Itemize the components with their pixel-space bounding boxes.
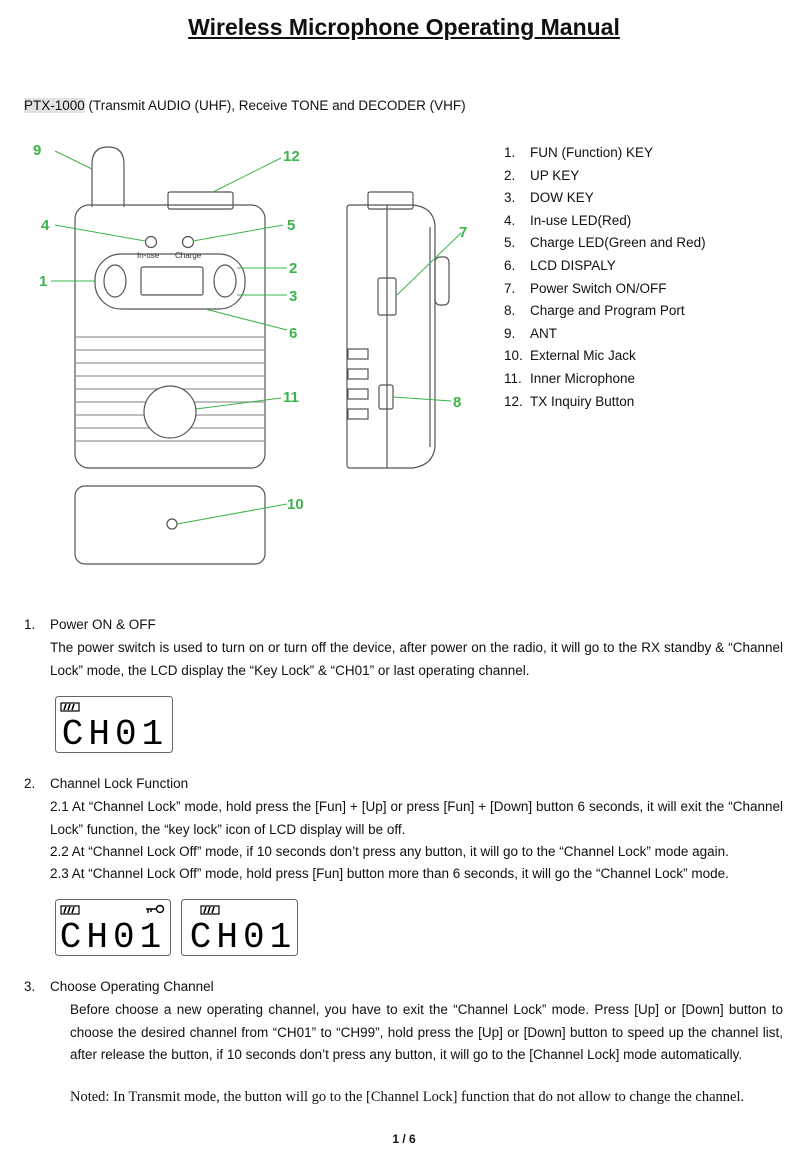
list-item: 2. UP KEY	[504, 167, 580, 183]
lcd-display-unlocked	[181, 899, 298, 956]
charge-led-label: Charge	[175, 251, 202, 260]
inuse-led-label: In-use	[137, 251, 160, 260]
model-line	[24, 98, 466, 113]
inuse-led-shape	[146, 237, 157, 248]
section-3-text: Before choose a new operating channel, you have to exit the “Channel Lock” mode. Press [Up] or [Down] button to choose the desired channel from “CH01” to “CH99”, hold press the [Up] or [Down] button to speed up the channel list, after release the button, if 10 seconds don’t press any button, it will go to the [Channel Lock] mode automatically.	[70, 1002, 783, 1062]
list-item: 9. ANT	[504, 325, 557, 341]
section-2-p3: 2.3 At “Channel Lock Off” mode, hold press [Fun] button more than 6 seconds, it will go the “Channel Lock” mode.	[50, 866, 729, 881]
charge-port-shape	[379, 385, 393, 409]
lcd-display-key-lock	[55, 899, 171, 956]
display-panel-shape	[95, 254, 245, 309]
device-diagram	[25, 137, 485, 577]
callout-6: 6	[289, 325, 298, 342]
lcd-channel-text: CH01	[189, 917, 297, 956]
list-item: 10. External Mic Jack	[504, 348, 636, 364]
lcd-display-locked	[55, 696, 173, 753]
list-item: 8. Charge and Program Port	[504, 303, 685, 319]
list-item: 11. Inner Microphone	[504, 370, 636, 386]
lcd-channel-text: CH01	[61, 714, 169, 753]
inner-mic-shape	[144, 386, 196, 438]
side-view-shape	[347, 205, 435, 468]
lcd-channel-text: CH01	[59, 917, 167, 956]
section-2-heading: 2. Channel Lock Function	[24, 776, 189, 791]
page-title: Wireless Microphone Operating Manual	[188, 14, 620, 40]
page-number: 1 / 6	[392, 1132, 416, 1146]
callout-9: 9	[33, 142, 42, 159]
callout-7: 7	[459, 224, 468, 241]
tx-inquiry-button-shape	[168, 192, 233, 209]
bottom-view-shape	[75, 486, 265, 564]
callout-5: 5	[287, 217, 296, 234]
list-item: 6. LCD DISPALY	[504, 257, 616, 273]
callout-1: 1	[39, 273, 48, 290]
model-code: PTX-1000	[24, 98, 85, 113]
list-item: 1. FUN (Function) KEY	[504, 145, 654, 160]
list-item: 5. Charge LED(Green and Red)	[504, 235, 706, 251]
callout-12: 12	[283, 148, 300, 165]
section-2-p2: 2.2 At “Channel Lock Off” mode, if 10 seconds don’t press any button, it will go to the “Channel Lock” mode again.	[50, 844, 729, 859]
section-1-heading: 1. Power ON & OFF	[24, 617, 156, 632]
section-3-heading: 3. Choose Operating Channel	[24, 979, 214, 994]
callout-4: 4	[41, 217, 50, 234]
callout-10: 10	[287, 496, 304, 513]
antenna-shape	[92, 147, 124, 207]
up-down-key-shape	[214, 265, 236, 297]
list-item: 7. Power Switch ON/OFF	[504, 280, 667, 296]
list-item: 4. In-use LED(Red)	[504, 212, 632, 228]
callout-2: 2	[289, 260, 298, 277]
transmit-note: Noted: In Transmit mode, the button will go to the [Channel Lock] function that do not allow to change the channel.	[70, 1089, 745, 1105]
charge-led-shape	[183, 237, 194, 248]
callout-8: 8	[453, 394, 462, 411]
callout-3: 3	[289, 288, 298, 305]
list-item: 12. TX Inquiry Button	[504, 393, 635, 409]
model-description: (Transmit AUDIO (UHF), Receive TONE and DECODER (VHF)	[84, 98, 466, 113]
list-item: 3. DOW KEY	[504, 190, 594, 206]
section-2-p1: 2.1 At “Channel Lock” mode, hold press the [Fun] + [Up] or press [Fun] + [Down] button 6 seconds, it will exit the “Channel Lock” function, the “key lock” icon of LCD display will be off.	[50, 799, 783, 837]
section-1-text: The power switch is used to turn on or turn off the device, after power on the radio, it will go to the RX standby & “Channel Lock” mode, the LCD display the “Key Lock” & “CH01” or last operating channel.	[50, 640, 783, 678]
parts-list	[504, 142, 706, 413]
fun-key-shape	[104, 265, 126, 297]
callout-11: 11	[283, 389, 299, 406]
lcd-shape	[141, 267, 203, 295]
